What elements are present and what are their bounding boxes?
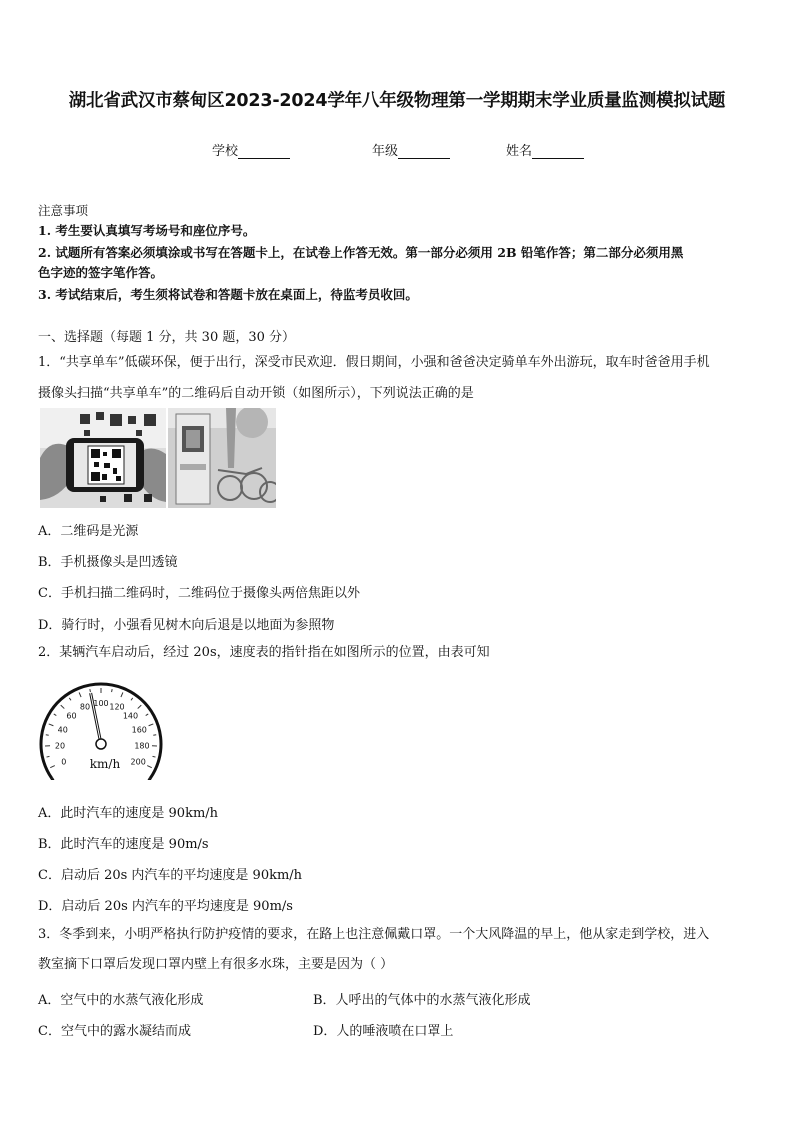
school-label: 学校	[212, 144, 239, 159]
gauge-tick-label: 0	[61, 757, 67, 767]
q3-text-line1: 3．冬季到来，小明严格执行防护疫情的要求，在路上也注意佩戴口罩。一个大风降温的早上，他从家走到学校，进入	[38, 927, 710, 942]
gauge-tick	[138, 705, 142, 708]
q2-option-c[interactable]: C．启动后 20s 内汽车的平均速度是 90km/h	[38, 868, 303, 883]
gauge-tick-label: 120	[109, 702, 125, 712]
gauge-tick-label: 20	[54, 741, 66, 751]
q3-text-line2: 教室摘下口罩后发现口罩内壁上有很多水珠，主要是因为（ ）	[38, 957, 394, 972]
gauge-tick-label: 160	[131, 725, 147, 735]
q1-text-line1: 1．“共享单车”低碳环保，便于出行，深受市民欢迎．假日期间，小强和爸爸决定骑单车外出游玩，取车时爸爸用手机	[38, 355, 710, 370]
school-field[interactable]	[212, 140, 290, 159]
gauge-tick	[121, 692, 123, 697]
gauge-tick	[47, 756, 50, 757]
gauge-tick-label: 40	[57, 725, 68, 735]
q1-text-line2: 摄像头扫描“共享单车”的二维码后自动开锁（如图所示），下列说法正确的是	[38, 386, 474, 401]
notice-item: 色字迹的签字笔作答。	[38, 265, 164, 280]
notice-item: 2. 试题所有答案必须填涂或书写在答题卡上，在试卷上作答无效。第一部分必须用 2B 铅笔作答；第二部分必须用黑	[38, 245, 684, 260]
gauge-tick-label: 100	[93, 699, 109, 708]
speedometer-figure	[38, 680, 168, 780]
gauge-tick-label: 180	[134, 741, 150, 751]
qr-scan-photo	[40, 408, 276, 508]
gauge-tick-label: 200	[130, 757, 146, 767]
gauge-tick	[79, 692, 81, 697]
gauge-tick-label: 60	[66, 711, 77, 721]
gauge-tick-label: 80	[79, 702, 91, 712]
notice-heading: 注意事项	[38, 203, 89, 218]
gauge-tick	[54, 714, 57, 716]
gauge-tick	[61, 705, 65, 708]
q3-option-c[interactable]: C．空气中的露水凝结而成	[38, 1024, 191, 1039]
q3-option-b[interactable]: B．人呼出的气体中的水蒸气液化形成	[313, 993, 531, 1008]
gauge-rim-right-foot	[142, 778, 150, 780]
gauge-tick	[146, 714, 149, 716]
notice-item: 3. 考试结束后，考生须将试卷和答题卡放在桌面上，待监考员收回。	[38, 287, 418, 302]
notice-item: 1. 考生要认真填写考场号和座位序号。	[38, 223, 256, 238]
name-blank[interactable]	[532, 145, 584, 159]
exam-title: 湖北省武汉市蔡甸区2023-2024学年八年级物理第一学期期末学业质量监测模拟试题	[68, 91, 726, 111]
gauge-tick	[112, 689, 113, 692]
q2-text-line1: 2．某辆汽车启动后，经过 20s，速度表的指针指在如图所示的位置，由表可知	[38, 645, 490, 660]
q1-option-a[interactable]: A．二维码是光源	[38, 524, 139, 539]
q2-option-b[interactable]: B．此时汽车的速度是 90m/s	[38, 837, 209, 852]
q2-option-d[interactable]: D．启动后 20s 内汽车的平均速度是 90m/s	[38, 899, 293, 914]
q1-figure	[40, 408, 276, 508]
q3-option-d[interactable]: D．人的唾液喷在口罩上	[313, 1024, 454, 1039]
gauge-tick	[69, 698, 71, 700]
q1-option-b[interactable]: B．手机摄像头是凹透镜	[38, 555, 178, 570]
grade-label: 年级	[372, 144, 399, 159]
gauge-tick	[147, 766, 152, 768]
grade-field[interactable]	[372, 140, 450, 159]
gauge-tick	[149, 724, 154, 726]
q1-option-d[interactable]: D．骑行时，小强看见树木向后退是以地面为参照物	[38, 618, 335, 633]
gauge-tick	[153, 756, 156, 757]
gauge-tick	[131, 698, 133, 700]
gauge-hub	[96, 739, 106, 749]
gauge-tick	[49, 724, 54, 726]
gauge-tick	[90, 689, 91, 692]
gauge-tick-label: 140	[122, 711, 139, 721]
section-heading: 一、选择题（每题 1 分，共 30 题，30 分）	[38, 330, 296, 345]
name-field[interactable]	[506, 140, 584, 159]
q2-option-a[interactable]: A．此时汽车的速度是 90km/h	[38, 806, 219, 821]
q3-option-a[interactable]: A．空气中的水蒸气液化形成	[38, 993, 204, 1008]
school-blank[interactable]	[238, 145, 290, 159]
gauge-rim-left-foot	[52, 778, 60, 780]
grade-blank[interactable]	[398, 145, 450, 159]
gauge-unit: km/h	[89, 757, 121, 771]
q1-option-c[interactable]: C．手机扫描二维码时，二维码位于摄像头两倍焦距以外	[38, 586, 360, 601]
name-label: 姓名	[506, 144, 533, 159]
gauge-tick	[50, 766, 55, 768]
speedometer	[38, 680, 168, 780]
